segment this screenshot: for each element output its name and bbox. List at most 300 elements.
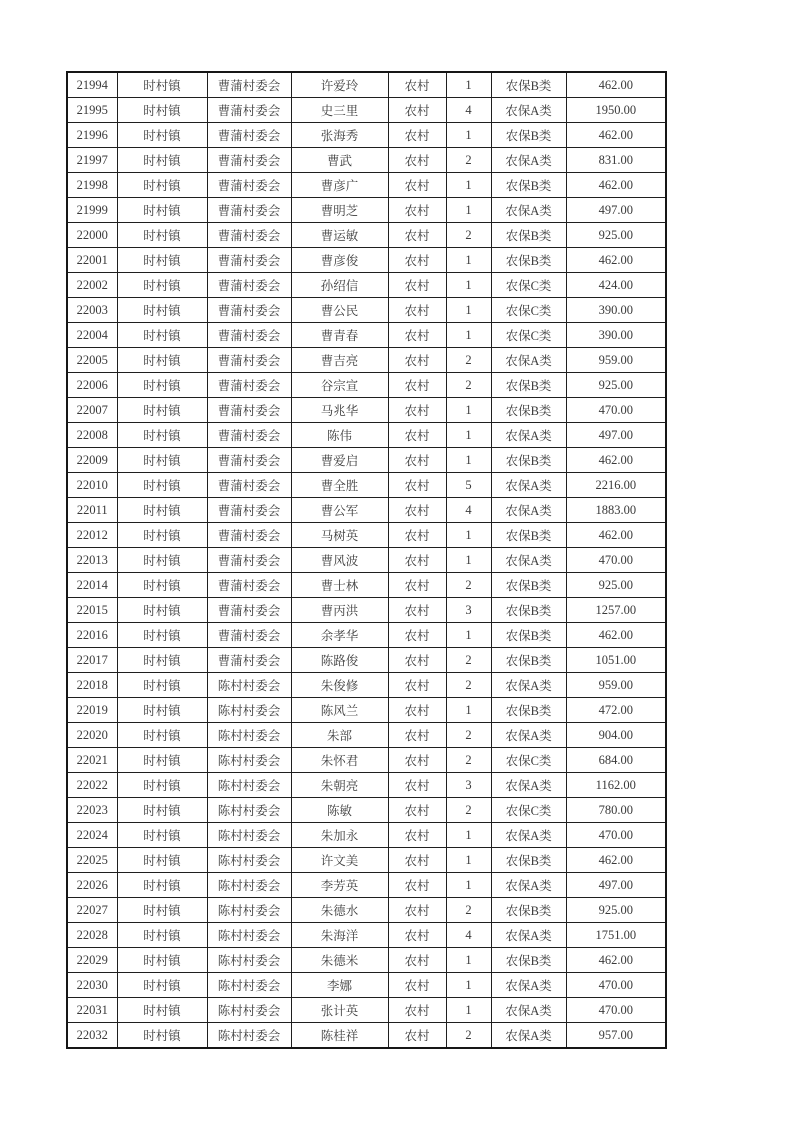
cell-seq: 22005 bbox=[67, 348, 117, 373]
table-row bbox=[67, 773, 666, 798]
table-row bbox=[67, 548, 666, 573]
cell-seq: 21998 bbox=[67, 173, 117, 198]
cell-name: 马树英 bbox=[291, 523, 388, 548]
cell-village: 陈村村委会 bbox=[207, 948, 291, 973]
table-row bbox=[67, 473, 666, 498]
cell-count: 2 bbox=[446, 723, 491, 748]
cell-residence: 农村 bbox=[388, 498, 446, 523]
table-row bbox=[67, 348, 666, 373]
cell-seq: 21995 bbox=[67, 98, 117, 123]
cell-village: 曹蒲村委会 bbox=[207, 573, 291, 598]
cell-seq: 21996 bbox=[67, 123, 117, 148]
cell-count: 1 bbox=[446, 123, 491, 148]
cell-residence: 农村 bbox=[388, 573, 446, 598]
cell-residence: 农村 bbox=[388, 523, 446, 548]
cell-name: 曹彦广 bbox=[291, 173, 388, 198]
cell-village: 曹蒲村委会 bbox=[207, 148, 291, 173]
cell-name: 朱部 bbox=[291, 723, 388, 748]
cell-category: 农保A类 bbox=[491, 973, 566, 998]
table-row bbox=[67, 798, 666, 823]
cell-count: 1 bbox=[446, 298, 491, 323]
cell-town: 时村镇 bbox=[117, 123, 207, 148]
cell-seq: 22011 bbox=[67, 498, 117, 523]
cell-residence: 农村 bbox=[388, 148, 446, 173]
cell-amount: 390.00 bbox=[566, 298, 666, 323]
cell-name: 谷宗宣 bbox=[291, 373, 388, 398]
cell-count: 1 bbox=[446, 698, 491, 723]
table-row bbox=[67, 223, 666, 248]
cell-amount: 462.00 bbox=[566, 123, 666, 148]
cell-name: 陈敏 bbox=[291, 798, 388, 823]
cell-name: 朱德水 bbox=[291, 898, 388, 923]
cell-category: 农保B类 bbox=[491, 598, 566, 623]
cell-village: 曹蒲村委会 bbox=[207, 173, 291, 198]
cell-residence: 农村 bbox=[388, 673, 446, 698]
table-row bbox=[67, 898, 666, 923]
cell-residence: 农村 bbox=[388, 323, 446, 348]
cell-town: 时村镇 bbox=[117, 748, 207, 773]
table-row bbox=[67, 523, 666, 548]
cell-residence: 农村 bbox=[388, 698, 446, 723]
cell-name: 陈风兰 bbox=[291, 698, 388, 723]
cell-category: 农保A类 bbox=[491, 723, 566, 748]
cell-seq: 22022 bbox=[67, 773, 117, 798]
cell-name: 曹风波 bbox=[291, 548, 388, 573]
cell-amount: 472.00 bbox=[566, 698, 666, 723]
cell-category: 农保B类 bbox=[491, 373, 566, 398]
cell-town: 时村镇 bbox=[117, 673, 207, 698]
cell-category: 农保B类 bbox=[491, 848, 566, 873]
cell-count: 4 bbox=[446, 98, 491, 123]
cell-town: 时村镇 bbox=[117, 598, 207, 623]
cell-town: 时村镇 bbox=[117, 72, 207, 98]
cell-seq: 22019 bbox=[67, 698, 117, 723]
cell-amount: 470.00 bbox=[566, 548, 666, 573]
cell-village: 陈村村委会 bbox=[207, 823, 291, 848]
cell-village: 曹蒲村委会 bbox=[207, 98, 291, 123]
cell-residence: 农村 bbox=[388, 398, 446, 423]
cell-seq: 22020 bbox=[67, 723, 117, 748]
cell-name: 张计英 bbox=[291, 998, 388, 1023]
cell-name: 朱海洋 bbox=[291, 923, 388, 948]
cell-count: 3 bbox=[446, 773, 491, 798]
cell-name: 曹丙洪 bbox=[291, 598, 388, 623]
cell-count: 1 bbox=[446, 173, 491, 198]
cell-count: 4 bbox=[446, 498, 491, 523]
cell-name: 曹青春 bbox=[291, 323, 388, 348]
table-row bbox=[67, 148, 666, 173]
table-row bbox=[67, 298, 666, 323]
table-row bbox=[67, 198, 666, 223]
cell-village: 陈村村委会 bbox=[207, 923, 291, 948]
cell-category: 农保A类 bbox=[491, 148, 566, 173]
cell-amount: 497.00 bbox=[566, 873, 666, 898]
cell-seq: 22013 bbox=[67, 548, 117, 573]
cell-town: 时村镇 bbox=[117, 848, 207, 873]
cell-town: 时村镇 bbox=[117, 898, 207, 923]
cell-category: 农保B类 bbox=[491, 72, 566, 98]
cell-amount: 925.00 bbox=[566, 373, 666, 398]
table-body bbox=[67, 72, 666, 1048]
cell-village: 陈村村委会 bbox=[207, 848, 291, 873]
cell-count: 1 bbox=[446, 548, 491, 573]
cell-count: 2 bbox=[446, 648, 491, 673]
table-row bbox=[67, 248, 666, 273]
cell-town: 时村镇 bbox=[117, 623, 207, 648]
cell-category: 农保B类 bbox=[491, 623, 566, 648]
cell-residence: 农村 bbox=[388, 998, 446, 1023]
cell-residence: 农村 bbox=[388, 973, 446, 998]
cell-village: 陈村村委会 bbox=[207, 798, 291, 823]
cell-amount: 462.00 bbox=[566, 623, 666, 648]
cell-seq: 22031 bbox=[67, 998, 117, 1023]
cell-residence: 农村 bbox=[388, 723, 446, 748]
cell-category: 农保B类 bbox=[491, 248, 566, 273]
cell-town: 时村镇 bbox=[117, 173, 207, 198]
cell-town: 时村镇 bbox=[117, 248, 207, 273]
cell-town: 时村镇 bbox=[117, 273, 207, 298]
table-row bbox=[67, 373, 666, 398]
cell-count: 1 bbox=[446, 198, 491, 223]
cell-seq: 22009 bbox=[67, 448, 117, 473]
table-row bbox=[67, 423, 666, 448]
table-row bbox=[67, 623, 666, 648]
table-row bbox=[67, 873, 666, 898]
cell-town: 时村镇 bbox=[117, 823, 207, 848]
cell-amount: 462.00 bbox=[566, 948, 666, 973]
cell-category: 农保A类 bbox=[491, 673, 566, 698]
cell-residence: 农村 bbox=[388, 173, 446, 198]
cell-village: 曹蒲村委会 bbox=[207, 323, 291, 348]
cell-count: 3 bbox=[446, 598, 491, 623]
cell-village: 曹蒲村委会 bbox=[207, 548, 291, 573]
cell-category: 农保B类 bbox=[491, 398, 566, 423]
cell-category: 农保A类 bbox=[491, 348, 566, 373]
cell-seq: 22025 bbox=[67, 848, 117, 873]
cell-village: 陈村村委会 bbox=[207, 1023, 291, 1049]
cell-category: 农保A类 bbox=[491, 498, 566, 523]
cell-residence: 农村 bbox=[388, 873, 446, 898]
cell-count: 1 bbox=[446, 423, 491, 448]
cell-seq: 22001 bbox=[67, 248, 117, 273]
cell-name: 李娜 bbox=[291, 973, 388, 998]
cell-town: 时村镇 bbox=[117, 298, 207, 323]
cell-village: 曹蒲村委会 bbox=[207, 248, 291, 273]
cell-count: 1 bbox=[446, 848, 491, 873]
cell-seq: 22004 bbox=[67, 323, 117, 348]
cell-village: 曹蒲村委会 bbox=[207, 198, 291, 223]
cell-amount: 470.00 bbox=[566, 823, 666, 848]
cell-residence: 农村 bbox=[388, 348, 446, 373]
cell-village: 曹蒲村委会 bbox=[207, 498, 291, 523]
cell-residence: 农村 bbox=[388, 848, 446, 873]
cell-town: 时村镇 bbox=[117, 348, 207, 373]
cell-seq: 22007 bbox=[67, 398, 117, 423]
cell-count: 1 bbox=[446, 973, 491, 998]
cell-count: 2 bbox=[446, 748, 491, 773]
beneficiary-table bbox=[66, 71, 667, 1049]
cell-town: 时村镇 bbox=[117, 698, 207, 723]
table-row bbox=[67, 948, 666, 973]
cell-amount: 1162.00 bbox=[566, 773, 666, 798]
cell-town: 时村镇 bbox=[117, 223, 207, 248]
cell-category: 农保A类 bbox=[491, 923, 566, 948]
cell-residence: 农村 bbox=[388, 223, 446, 248]
cell-seq: 22027 bbox=[67, 898, 117, 923]
cell-name: 余孝华 bbox=[291, 623, 388, 648]
cell-name: 许文美 bbox=[291, 848, 388, 873]
cell-seq: 22010 bbox=[67, 473, 117, 498]
cell-category: 农保B类 bbox=[491, 698, 566, 723]
cell-amount: 2216.00 bbox=[566, 473, 666, 498]
cell-seq: 22002 bbox=[67, 273, 117, 298]
cell-amount: 831.00 bbox=[566, 148, 666, 173]
cell-name: 张海秀 bbox=[291, 123, 388, 148]
cell-town: 时村镇 bbox=[117, 423, 207, 448]
cell-count: 1 bbox=[446, 323, 491, 348]
cell-name: 陈桂祥 bbox=[291, 1023, 388, 1049]
cell-seq: 22018 bbox=[67, 673, 117, 698]
cell-residence: 农村 bbox=[388, 123, 446, 148]
cell-village: 陈村村委会 bbox=[207, 673, 291, 698]
cell-name: 朱德米 bbox=[291, 948, 388, 973]
cell-amount: 462.00 bbox=[566, 248, 666, 273]
table-row bbox=[67, 123, 666, 148]
cell-town: 时村镇 bbox=[117, 323, 207, 348]
cell-amount: 462.00 bbox=[566, 173, 666, 198]
table-row bbox=[67, 273, 666, 298]
table-row bbox=[67, 973, 666, 998]
cell-category: 农保B类 bbox=[491, 948, 566, 973]
cell-town: 时村镇 bbox=[117, 773, 207, 798]
table-row bbox=[67, 323, 666, 348]
cell-count: 2 bbox=[446, 898, 491, 923]
table-row bbox=[67, 98, 666, 123]
cell-name: 孙绍信 bbox=[291, 273, 388, 298]
cell-residence: 农村 bbox=[388, 448, 446, 473]
cell-count: 2 bbox=[446, 673, 491, 698]
cell-category: 农保A类 bbox=[491, 773, 566, 798]
cell-seq: 22021 bbox=[67, 748, 117, 773]
cell-village: 曹蒲村委会 bbox=[207, 423, 291, 448]
cell-amount: 497.00 bbox=[566, 423, 666, 448]
cell-category: 农保A类 bbox=[491, 198, 566, 223]
cell-name: 陈路俊 bbox=[291, 648, 388, 673]
table-row bbox=[67, 848, 666, 873]
cell-category: 农保B类 bbox=[491, 448, 566, 473]
table-row bbox=[67, 673, 666, 698]
cell-village: 曹蒲村委会 bbox=[207, 223, 291, 248]
cell-count: 1 bbox=[446, 623, 491, 648]
cell-category: 农保C类 bbox=[491, 798, 566, 823]
cell-count: 1 bbox=[446, 398, 491, 423]
cell-category: 农保B类 bbox=[491, 173, 566, 198]
cell-village: 曹蒲村委会 bbox=[207, 298, 291, 323]
cell-seq: 22008 bbox=[67, 423, 117, 448]
cell-residence: 农村 bbox=[388, 598, 446, 623]
cell-name: 朱怀君 bbox=[291, 748, 388, 773]
table-row bbox=[67, 498, 666, 523]
cell-village: 陈村村委会 bbox=[207, 773, 291, 798]
table-row bbox=[67, 573, 666, 598]
cell-residence: 农村 bbox=[388, 748, 446, 773]
cell-category: 农保A类 bbox=[491, 423, 566, 448]
cell-amount: 959.00 bbox=[566, 673, 666, 698]
cell-village: 陈村村委会 bbox=[207, 998, 291, 1023]
table-row bbox=[67, 173, 666, 198]
cell-category: 农保B类 bbox=[491, 123, 566, 148]
cell-residence: 农村 bbox=[388, 823, 446, 848]
cell-category: 农保B类 bbox=[491, 573, 566, 598]
cell-village: 曹蒲村委会 bbox=[207, 473, 291, 498]
cell-town: 时村镇 bbox=[117, 398, 207, 423]
cell-town: 时村镇 bbox=[117, 373, 207, 398]
cell-amount: 470.00 bbox=[566, 998, 666, 1023]
cell-village: 曹蒲村委会 bbox=[207, 523, 291, 548]
cell-category: 农保A类 bbox=[491, 998, 566, 1023]
cell-village: 陈村村委会 bbox=[207, 698, 291, 723]
cell-count: 1 bbox=[446, 273, 491, 298]
cell-amount: 470.00 bbox=[566, 973, 666, 998]
cell-count: 1 bbox=[446, 448, 491, 473]
cell-village: 曹蒲村委会 bbox=[207, 373, 291, 398]
cell-name: 曹明芝 bbox=[291, 198, 388, 223]
cell-amount: 462.00 bbox=[566, 72, 666, 98]
cell-name: 曹全胜 bbox=[291, 473, 388, 498]
cell-village: 曹蒲村委会 bbox=[207, 648, 291, 673]
cell-amount: 462.00 bbox=[566, 448, 666, 473]
cell-category: 农保B类 bbox=[491, 648, 566, 673]
cell-seq: 22012 bbox=[67, 523, 117, 548]
table-row bbox=[67, 72, 666, 98]
cell-residence: 农村 bbox=[388, 473, 446, 498]
cell-residence: 农村 bbox=[388, 72, 446, 98]
cell-seq: 22006 bbox=[67, 373, 117, 398]
cell-count: 2 bbox=[446, 223, 491, 248]
cell-town: 时村镇 bbox=[117, 448, 207, 473]
cell-village: 曹蒲村委会 bbox=[207, 273, 291, 298]
cell-town: 时村镇 bbox=[117, 923, 207, 948]
cell-village: 曹蒲村委会 bbox=[207, 598, 291, 623]
cell-town: 时村镇 bbox=[117, 1023, 207, 1049]
cell-count: 4 bbox=[446, 923, 491, 948]
cell-name: 曹吉亮 bbox=[291, 348, 388, 373]
cell-amount: 684.00 bbox=[566, 748, 666, 773]
cell-count: 1 bbox=[446, 248, 491, 273]
cell-town: 时村镇 bbox=[117, 498, 207, 523]
table-row bbox=[67, 723, 666, 748]
cell-count: 1 bbox=[446, 523, 491, 548]
cell-name: 曹爱启 bbox=[291, 448, 388, 473]
cell-residence: 农村 bbox=[388, 923, 446, 948]
cell-count: 5 bbox=[446, 473, 491, 498]
cell-amount: 1950.00 bbox=[566, 98, 666, 123]
cell-count: 1 bbox=[446, 72, 491, 98]
table-row bbox=[67, 448, 666, 473]
cell-amount: 925.00 bbox=[566, 573, 666, 598]
cell-village: 陈村村委会 bbox=[207, 723, 291, 748]
cell-seq: 22017 bbox=[67, 648, 117, 673]
cell-village: 曹蒲村委会 bbox=[207, 398, 291, 423]
cell-residence: 农村 bbox=[388, 423, 446, 448]
cell-name: 陈伟 bbox=[291, 423, 388, 448]
cell-seq: 21999 bbox=[67, 198, 117, 223]
cell-category: 农保B类 bbox=[491, 223, 566, 248]
cell-residence: 农村 bbox=[388, 898, 446, 923]
cell-residence: 农村 bbox=[388, 273, 446, 298]
cell-category: 农保A类 bbox=[491, 1023, 566, 1049]
cell-seq: 22030 bbox=[67, 973, 117, 998]
cell-town: 时村镇 bbox=[117, 648, 207, 673]
cell-seq: 22015 bbox=[67, 598, 117, 623]
cell-residence: 农村 bbox=[388, 798, 446, 823]
cell-village: 曹蒲村委会 bbox=[207, 448, 291, 473]
cell-amount: 957.00 bbox=[566, 1023, 666, 1049]
cell-count: 1 bbox=[446, 998, 491, 1023]
cell-category: 农保A类 bbox=[491, 473, 566, 498]
cell-town: 时村镇 bbox=[117, 573, 207, 598]
cell-village: 陈村村委会 bbox=[207, 973, 291, 998]
cell-category: 农保A类 bbox=[491, 823, 566, 848]
cell-amount: 1751.00 bbox=[566, 923, 666, 948]
cell-seq: 22016 bbox=[67, 623, 117, 648]
cell-category: 农保A类 bbox=[491, 873, 566, 898]
cell-category: 农保A类 bbox=[491, 98, 566, 123]
cell-town: 时村镇 bbox=[117, 723, 207, 748]
cell-name: 朱俊修 bbox=[291, 673, 388, 698]
cell-residence: 农村 bbox=[388, 373, 446, 398]
cell-residence: 农村 bbox=[388, 773, 446, 798]
cell-count: 1 bbox=[446, 948, 491, 973]
cell-name: 朱加永 bbox=[291, 823, 388, 848]
cell-town: 时村镇 bbox=[117, 873, 207, 898]
cell-amount: 1257.00 bbox=[566, 598, 666, 623]
cell-village: 陈村村委会 bbox=[207, 898, 291, 923]
cell-village: 陈村村委会 bbox=[207, 748, 291, 773]
cell-amount: 780.00 bbox=[566, 798, 666, 823]
table-row bbox=[67, 698, 666, 723]
cell-category: 农保C类 bbox=[491, 298, 566, 323]
cell-town: 时村镇 bbox=[117, 948, 207, 973]
cell-count: 2 bbox=[446, 798, 491, 823]
cell-amount: 497.00 bbox=[566, 198, 666, 223]
cell-residence: 农村 bbox=[388, 298, 446, 323]
cell-amount: 904.00 bbox=[566, 723, 666, 748]
cell-seq: 22003 bbox=[67, 298, 117, 323]
cell-town: 时村镇 bbox=[117, 998, 207, 1023]
cell-count: 1 bbox=[446, 823, 491, 848]
cell-residence: 农村 bbox=[388, 648, 446, 673]
cell-count: 2 bbox=[446, 573, 491, 598]
cell-amount: 470.00 bbox=[566, 398, 666, 423]
cell-village: 曹蒲村委会 bbox=[207, 348, 291, 373]
cell-amount: 462.00 bbox=[566, 523, 666, 548]
cell-count: 2 bbox=[446, 373, 491, 398]
cell-town: 时村镇 bbox=[117, 98, 207, 123]
cell-name: 史三里 bbox=[291, 98, 388, 123]
table-row bbox=[67, 1023, 666, 1049]
cell-category: 农保C类 bbox=[491, 273, 566, 298]
cell-category: 农保A类 bbox=[491, 548, 566, 573]
cell-seq: 22023 bbox=[67, 798, 117, 823]
cell-seq: 22024 bbox=[67, 823, 117, 848]
cell-amount: 424.00 bbox=[566, 273, 666, 298]
cell-amount: 959.00 bbox=[566, 348, 666, 373]
cell-village: 曹蒲村委会 bbox=[207, 623, 291, 648]
table-row bbox=[67, 648, 666, 673]
cell-residence: 农村 bbox=[388, 98, 446, 123]
cell-category: 农保C类 bbox=[491, 323, 566, 348]
